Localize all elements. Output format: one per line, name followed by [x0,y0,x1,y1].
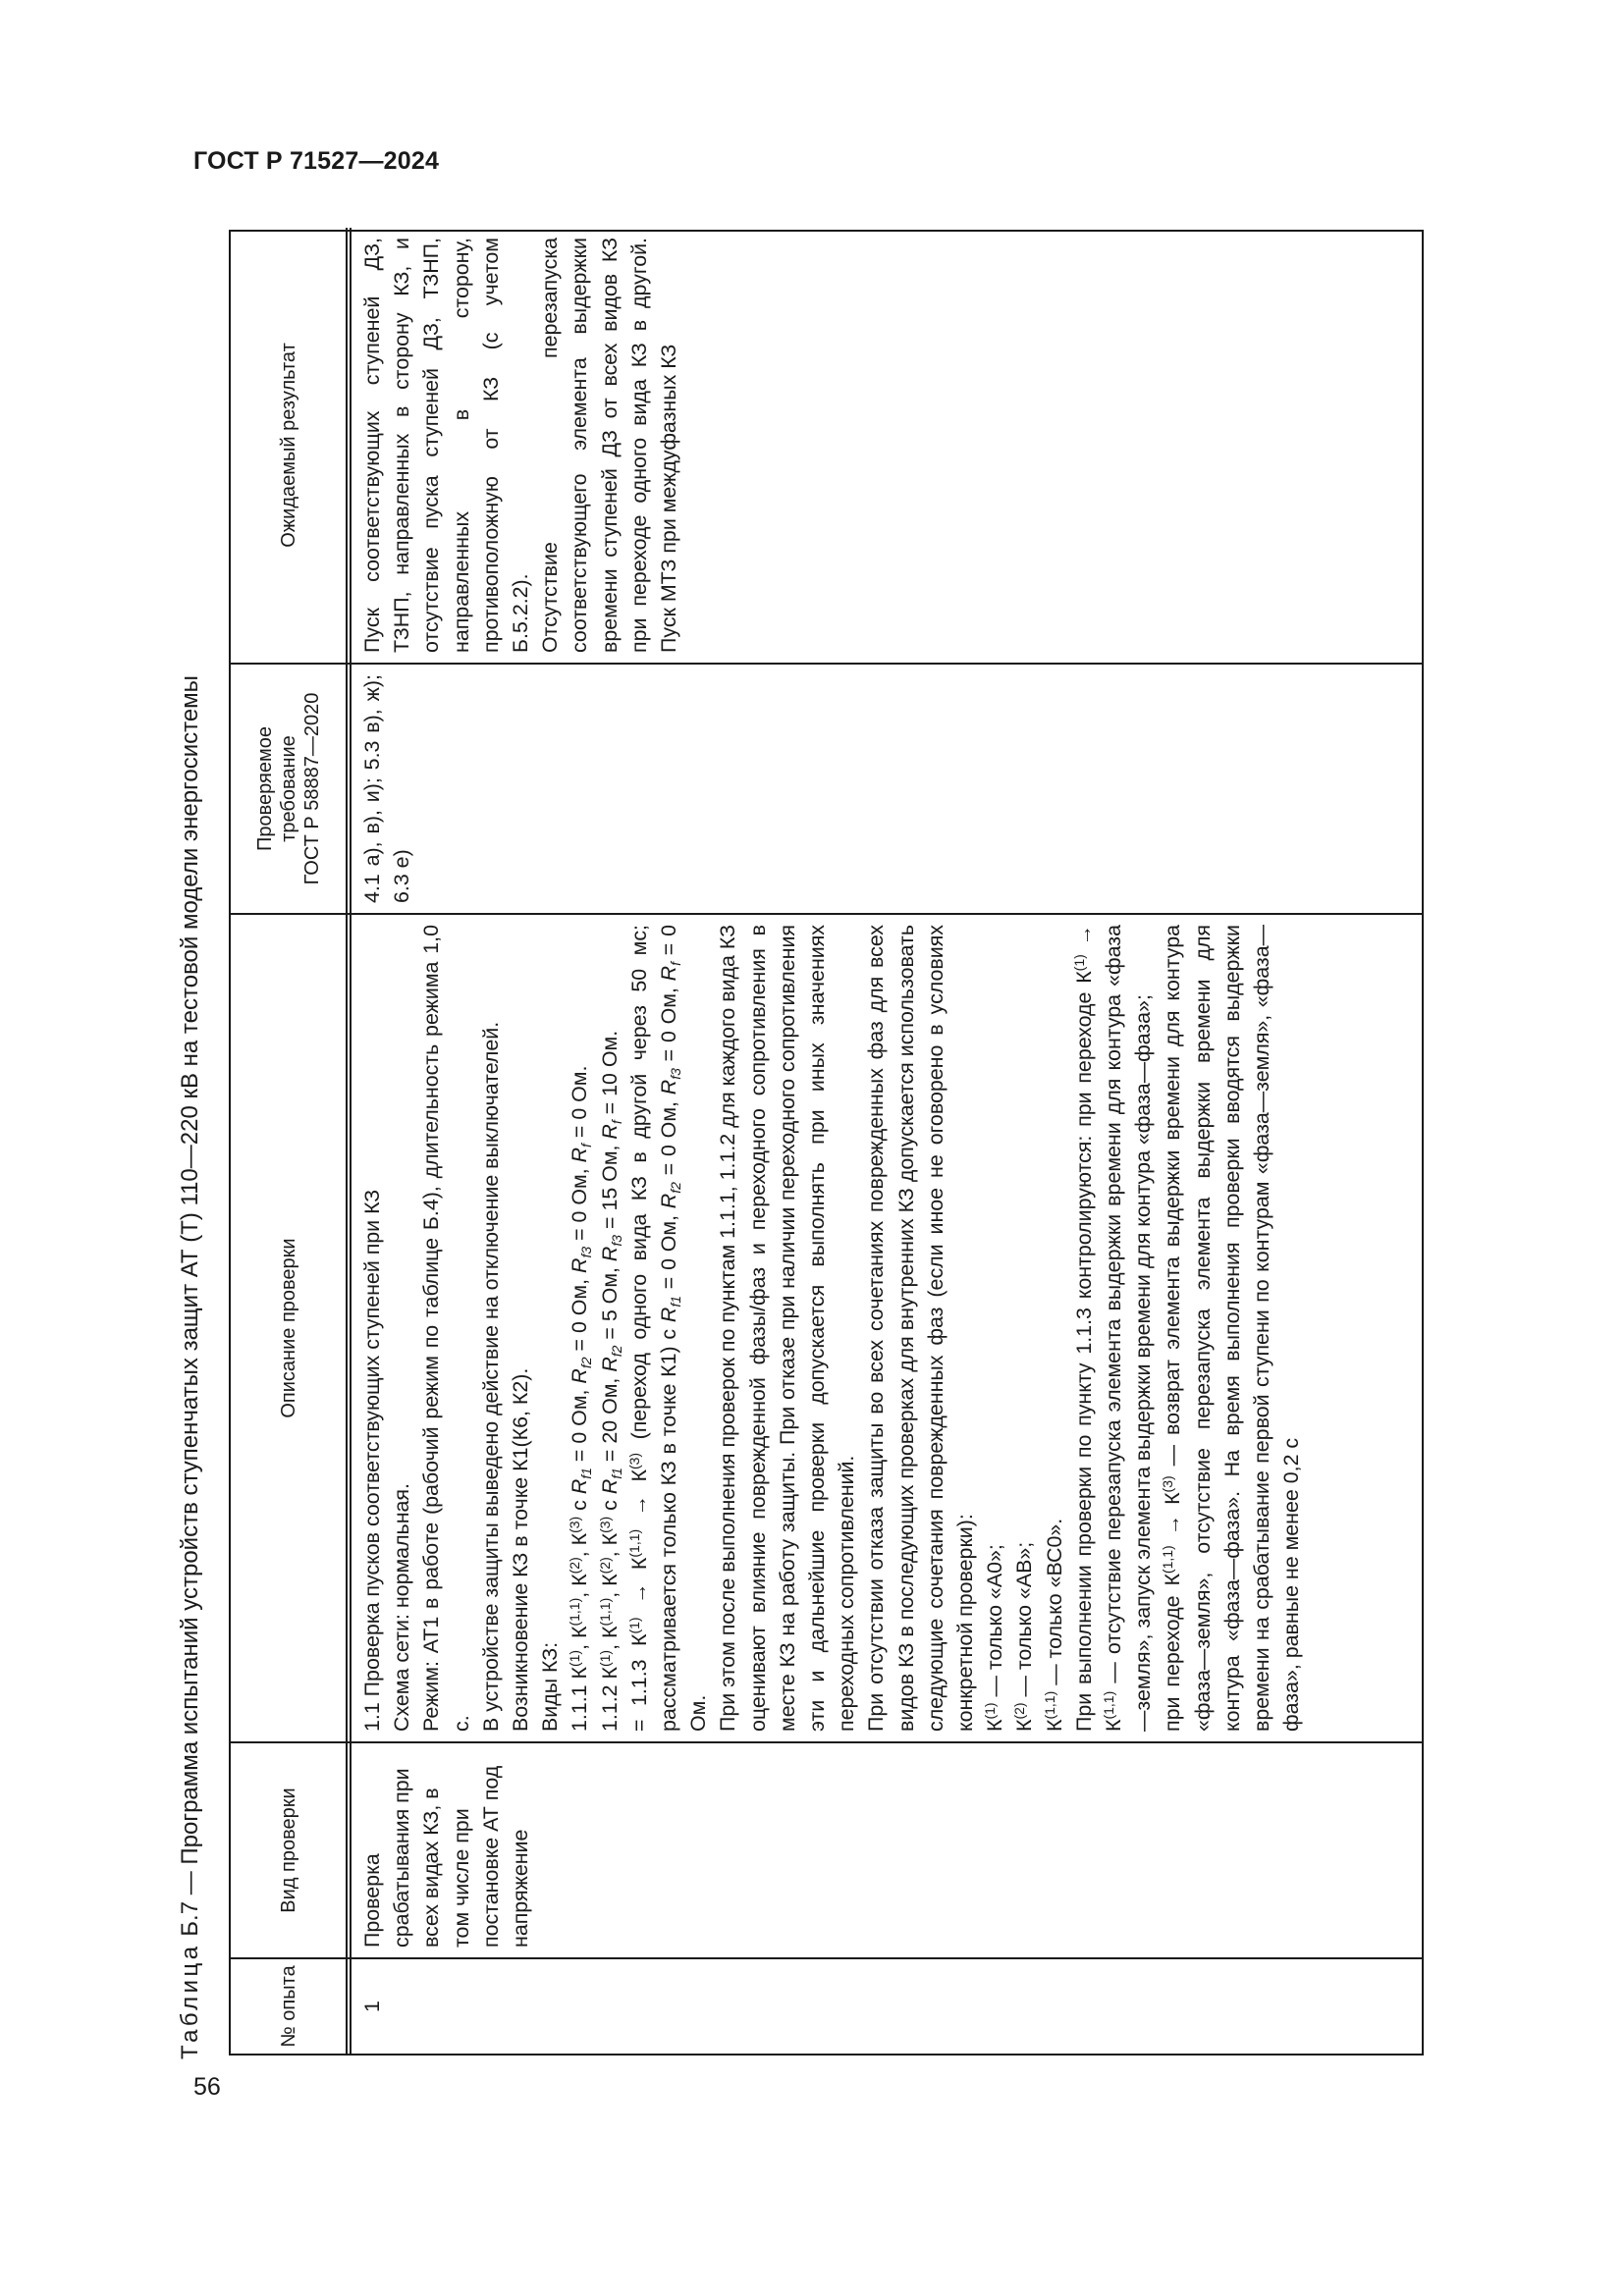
page-number: 56 [193,2073,221,2101]
cell-requirement: 4.1 а), в), и); 5.3 в), ж); 6.3 е) [360,674,414,903]
header-requirement: Проверяемое требование ГОСТ Р 58887—2020 [253,692,323,885]
desc-fault-k2: $К^{(2)}$ — только «АВ»; [1011,1541,1037,1732]
desc-case-1-1-3: = 1.1.3 $К^{(1)} \to К^{(1,1)} \to К^{(3)}$ (переход одного вида КЗ в другой через 50 мс; рассматривается только КЗ в точке К1) с $R_{f1} = 0$ Ом, $R_{f2} = 0$ Ом, $R_{f3} = 0$ Ом, $R_f = 0$ Ом. [625,925,711,1732]
desc-fault-k1: $К^{(1)}$ — только «А0»; [982,1544,1007,1732]
cell-result [352,228,1422,663]
desc-case-1-1-2: 1.1.2 $К^{(1)}$, К$^{(1,1)}$, $К^{(2)}$, $К^{(3)}$ с $R_{f1} = 20$ Ом, $R_{f2} = 5$ Ом, $R_{f3} = 15$ Ом, $R_f = 10$ Ом. [596,1030,624,1732]
table-caption [177,675,204,2059]
desc-fault-k11: К$^{(1,1)}$ — только «ВС0». [1041,1518,1066,1732]
column-description [231,915,1422,1743]
desc-paragraph: При выполнении проверки по пункту 1.1.3 контролируются: при переходе $К^{(1)} \to К^{(1,1)}$ — отсутствие перезапуска элемента выдержки времени для контура «фаза—земля», запуск элемента выдержки времени для контура «фаза—фаза»; [1070,925,1156,1732]
desc-line: 1.1 Проверка пусков соответствующих ступеней при КЗ [360,1189,384,1732]
caption-text: Б.7 — Программа испытаний устройств ступенчатых защит АТ (Т) 110—220 кВ на тестовой модели энергосистемы [177,675,203,1937]
desc-line: Возникновение КЗ в точке К1(К6, К2). [509,1367,533,1732]
column-num [231,1959,1422,2054]
desc-line: Виды КЗ: [538,1641,563,1732]
desc-case-1-1-1: 1.1.1 $К^{(1)}$, К$^{(1,1)}$, $К^{(2)}$, $К^{(3)}$ с $R_{f1} = 0$ Ом, $R_{f2} = 0$ Ом, $R_{f3} = 0$ Ом, $R_f = 0$ Ом. [567,1065,595,1732]
test-program-table [229,230,1424,2056]
desc-paragraph: при переходе $К^{(1,1)} \to К^{(3)}$ — возврат элемента выдержки времени для контура «фаза—земля», отсутствие перезапуска элемента выдержки времени для контура «фаза—фаза». На время выполнения проверки вводятся выдержки времени на срабатывание первой ступени по контурам «фаза—земля», «фаза—фаза», равные не менее 0,2 с [1160,925,1304,1732]
rotated-table-block [177,238,1424,2071]
document-header: ГОСТ Р 71527—2024 [193,147,440,175]
result-paragraph: Отсутствие перезапуска соответствующего элемента выдержки времени ступеней ДЗ от всех видов КЗ при переходе одного вида КЗ в другой. Пуск МТЗ при междуфазных КЗ [538,238,681,653]
header-num: № опыта [277,1965,299,2048]
column-result [231,228,1422,665]
cell-num: 1 [360,2001,384,2012]
column-requirement [231,665,1422,915]
header-description: Описание проверки [277,1238,299,1418]
caption-prefix: Таблица [177,1943,203,2059]
header-result: Ожидаемый результат [277,343,299,548]
cell-description [352,915,1422,1741]
result-paragraph: Пуск соответствующих ступеней ДЗ, ТЗНП, направленных в сторону КЗ, и отсутствие пуска ступеней ДЗ, ТЗНП, направленных в сторону, противоположную от КЗ (с учетом Б.5.2.2). [360,238,533,653]
header-type: Вид проверки [277,1788,299,1913]
column-type [231,1743,1422,1959]
desc-line: Схема сети: нормальная. [390,1483,414,1732]
desc-paragraph: При этом после выполнения проверок по пунктам 1.1.1, 1.1.2 для каждого вида КЗ оценивают влияние поврежденной фазы/фаз и переходного сопротивления в месте КЗ на работу защиты. При отказе при наличии переходного сопротивления эти и дальнейшие проверки допускается выполнять при иных значениях переходных сопротивлений. [716,925,859,1732]
cell-type: Проверка срабатывания при всех видах КЗ, в том числе при постановке АТ под напряжение [360,1765,533,1948]
desc-paragraph: При отсутствии отказа защиты во всех сочетаниях поврежденных фаз для всех видов КЗ в последующих проверках для внутренних КЗ допускается использовать следующие сочетания поврежденных фаз (если иное не оговорено в условиях конкретной проверки): [864,925,978,1732]
desc-line: В устройстве защиты выведено действие на отключение выключателей. [478,1021,503,1732]
desc-line: Режим: АТ1 в работе (рабочий режим по таблице Б.4), длительность режима 1,0 с. [419,925,473,1732]
